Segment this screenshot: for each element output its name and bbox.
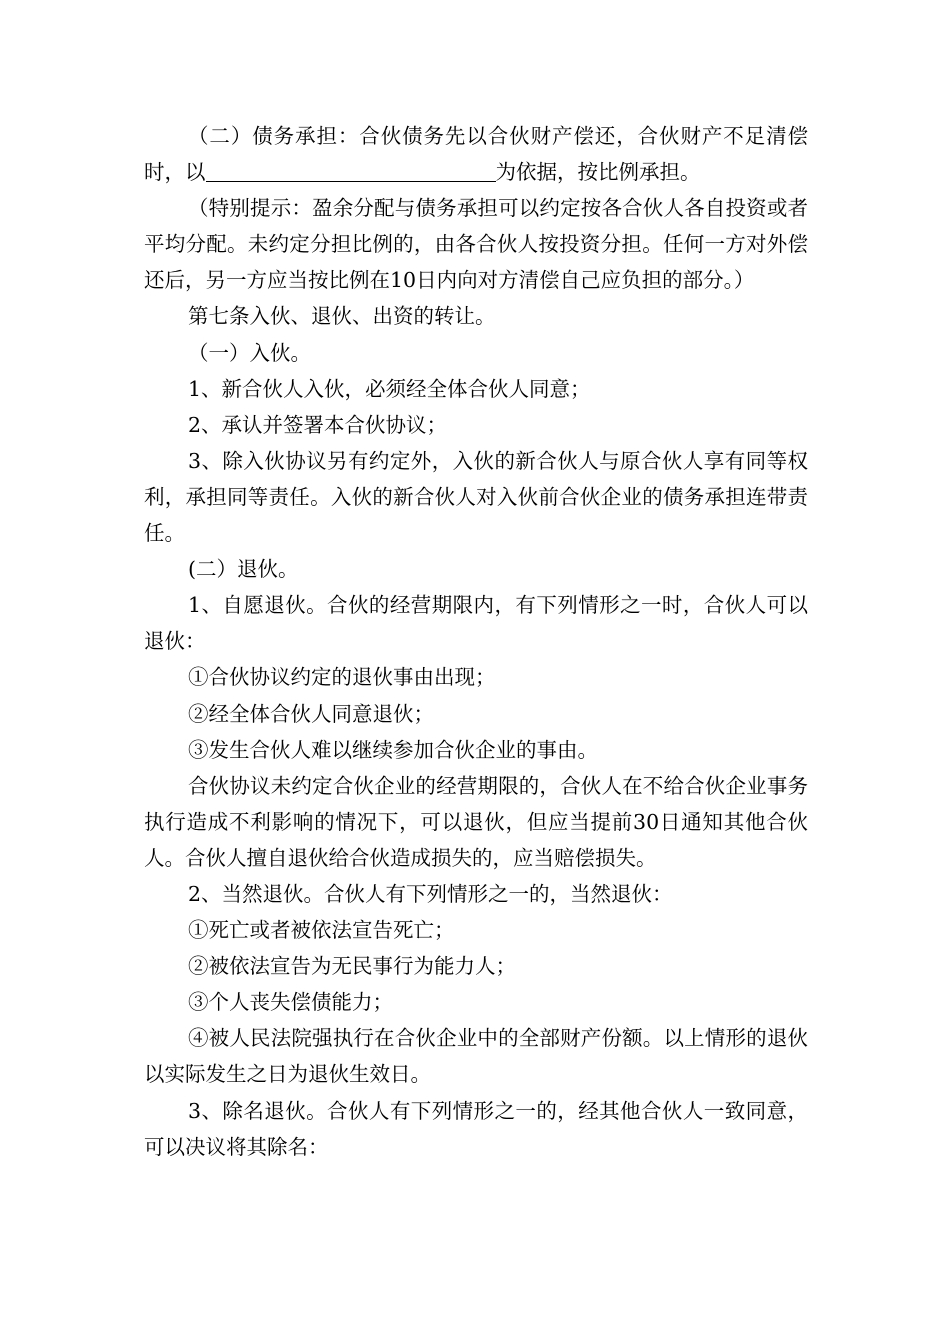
paragraph-text: 为依据，按比例承担。 [495,160,701,185]
list-item: ①死亡或者被依法宣告死亡； [188,918,455,943]
fill-in-blank-line [206,159,496,182]
list-item: ②经全体合伙人同意退伙； [188,701,434,726]
list-item: 1、自愿退伙。合伙的经营期限内，有下列情形之一时，合伙人可以退伙： [144,593,808,654]
paragraph-text: （二）债务承担：合伙债务先以合伙财产偿还，合伙财产不足清偿时，以 [144,124,808,185]
paragraph-debt-bearing [144,118,808,190]
list-item: 3、除入伙协议另有约定外，入伙的新合伙人与原合伙人享有同等权利，承担同等责任。入伙的新合伙人对入伙前合伙企业的债务承担连带责任。 [144,448,808,546]
document-body [144,118,808,1165]
list-item: ①合伙协议约定的退伙事由出现； [188,665,496,690]
list-item: ④被人民法院强执行在合伙企业中的全部财产份额。以上情形的退伙以实际发生之日为退伙生效日。 [144,1026,808,1087]
list-item: 1、新合伙人入伙，必须经全体合伙人同意； [188,376,591,401]
subheading-joining: （一）入伙。 [188,340,311,365]
list-item: ③发生合伙人难以继续参加合伙企业的事由。 [188,737,598,762]
paragraph-special-notice: （特别提示：盈余分配与债务承担可以约定按各合伙人各自投资或者平均分配。未约定分担比例的，由各合伙人按投资分担。任何一方对外偿还后，另一方应当按比例在10日内向对方清偿自己应负担的部分。） [144,196,808,293]
list-item: 2、当然退伙。合伙人有下列情形之一的，当然退伙： [188,881,673,906]
list-item: ③个人丧失偿债能力； [188,990,393,1015]
subheading-withdrawal: (二）退伙。 [188,557,299,582]
list-item: 2、承认并签署本合伙协议； [188,412,448,437]
section-heading-article-7: 第七条入伙、退伙、出资的转让。 [188,304,496,329]
list-item: 3、除名退伙。合伙人有下列情形之一的，经其他合伙人一致同意，可以决议将其除名： [144,1098,808,1159]
list-item: ②被依法宣告为无民事行为能力人； [188,954,516,979]
paragraph-text: 合伙协议未约定合伙企业的经营期限的，合伙人在不给合伙企业事务执行造成不利影响的情况下，可以退伙，但应当提前30日通知其他合伙人。合伙人擅自退伙给合伙造成损失的，应当赔偿损失。 [144,773,808,870]
